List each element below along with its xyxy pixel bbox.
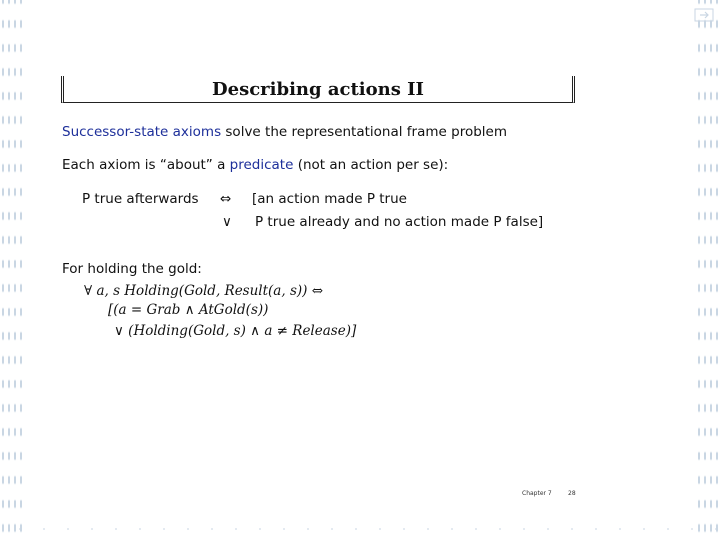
schema-left: P true afterwards bbox=[82, 191, 199, 207]
intro-rest: solve the representational frame problem bbox=[221, 124, 507, 140]
iff-symbol: ⇔ bbox=[220, 191, 232, 207]
slide-title: Describing actions II bbox=[212, 79, 424, 100]
axiom-line bbox=[62, 157, 448, 173]
axiom-post: (not an action per se): bbox=[293, 157, 449, 173]
dot-grid-left bbox=[0, 0, 24, 540]
footer-chapter: Chapter 7 bbox=[522, 490, 552, 497]
formula-line-3: ∨ (Holding(Gold, s) ∧ a ≠ Release)] bbox=[114, 323, 357, 339]
gold-intro: For holding the gold: bbox=[62, 261, 202, 277]
formula-line-2: [(a = Grab ∧ AtGold(s)) bbox=[108, 302, 269, 318]
axiom-pre: Each axiom is “about” a bbox=[62, 157, 230, 173]
corner-arrow-icon bbox=[694, 8, 714, 22]
intro-line bbox=[62, 124, 507, 140]
dot-grid-bottom bbox=[0, 524, 720, 534]
formula-line-1: ∀ a, s Holding(Gold, Result(a, s)) ⇔ bbox=[84, 283, 324, 299]
schema-right-2: P true already and no action made P false] bbox=[255, 214, 544, 230]
title-box bbox=[61, 76, 575, 103]
dot-grid-right bbox=[696, 0, 720, 540]
or-symbol: ∨ bbox=[222, 214, 232, 230]
footer-page: 28 bbox=[568, 490, 576, 497]
intro-keyword: Successor-state axioms bbox=[62, 124, 222, 140]
schema-right-1: [an action made P true bbox=[252, 191, 407, 207]
axiom-keyword: predicate bbox=[229, 157, 294, 173]
